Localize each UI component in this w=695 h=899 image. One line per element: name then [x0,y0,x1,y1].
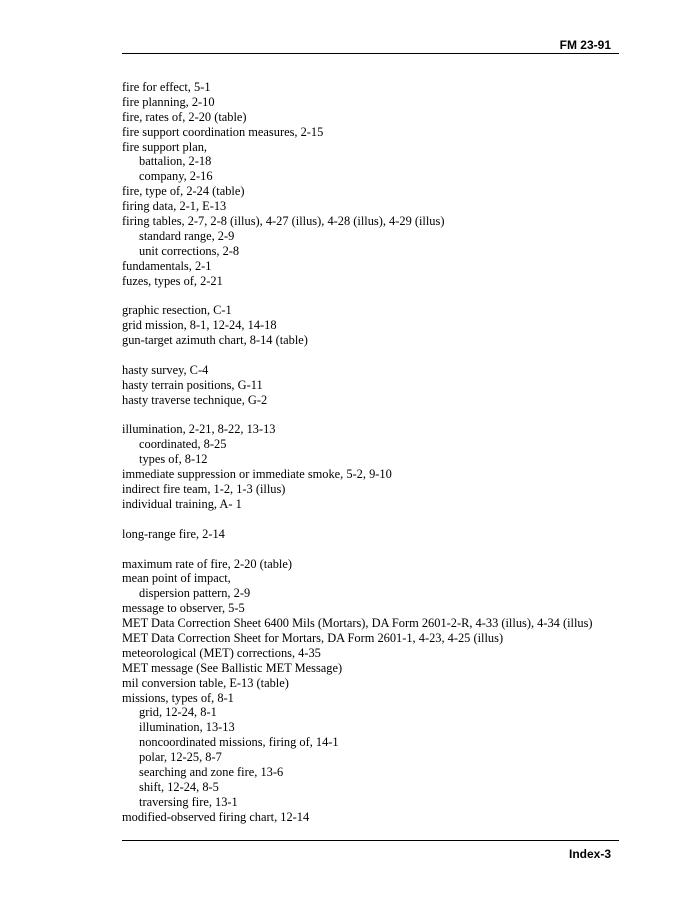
index-entry: MET message (See Ballistic MET Message) [122,660,343,675]
index-entry: MET Data Correction Sheet 6400 Mils (Mortars), DA Form 2601-2-R, 4-33 (illus), 4-34 (illus) [122,616,593,631]
index-spacer [122,408,622,423]
index-subentry: noncoordinated missions, firing of, 14-1 [139,735,339,750]
index-subentry: coordinated, 8-25 [139,437,227,452]
index-entry: mean point of impact, [122,571,231,586]
index-subentry: grid, 12-24, 8-1 [139,705,217,720]
index-subentry: illumination, 13-13 [139,720,235,735]
index-entry: fire planning, 2-10 [122,94,215,109]
index-entry: indirect fire team, 1-2, 1-3 (illus) [122,482,286,497]
index-list [122,80,622,825]
index-entry: firing data, 2-1, E-13 [122,199,227,214]
index-entry: graphic resection, C-1 [122,303,232,318]
index-entry: mil conversion table, E-13 (table) [122,675,289,690]
index-spacer [122,288,622,303]
index-entry: fire, rates of, 2-20 (table) [122,109,247,124]
page-number-footer: Index-3 [568,847,611,861]
index-entry: meteorological (MET) corrections, 4-35 [122,645,321,660]
index-entry: modified-observed firing chart, 12-14 [122,809,310,824]
index-entry: long-range fire, 2-14 [122,526,225,541]
index-entry: fire, type of, 2-24 (table) [122,184,245,199]
index-subentry: battalion, 2-18 [139,154,212,169]
index-subentry: types of, 8-12 [139,452,208,467]
index-subentry: searching and zone fire, 13-6 [139,764,284,779]
index-entry: hasty traverse technique, G-2 [122,392,268,407]
index-subentry: unit corrections, 2-8 [139,243,240,258]
index-subentry: standard range, 2-9 [139,228,235,243]
index-spacer [122,512,622,527]
index-subentry: shift, 12-24, 8-5 [139,779,219,794]
index-entry: gun-target azimuth chart, 8-14 (table) [122,333,308,348]
index-spacer [122,542,622,557]
footer-rule [122,840,619,841]
index-entry: hasty survey, C-4 [122,362,209,377]
index-entry: fire for effect, 5-1 [122,80,211,94]
index-subentry: dispersion pattern, 2-9 [139,586,251,601]
index-entry: illumination, 2-21, 8-22, 13-13 [122,422,276,437]
index-entry: fuzes, types of, 2-21 [122,273,223,288]
index-entry: immediate suppression or immediate smoke, 5-2, 9-10 [122,467,392,482]
index-entry: MET Data Correction Sheet for Mortars, DA Form 2601-1, 4-23, 4-25 (illus) [122,630,504,645]
index-spacer [122,348,622,363]
index-subentry: polar, 12-25, 8-7 [139,750,222,765]
index-entry: missions, types of, 8-1 [122,690,234,705]
index-subentry: company, 2-16 [139,169,213,184]
index-entry: fundamentals, 2-1 [122,258,212,273]
index-entry: fire support plan, [122,139,207,154]
index-entry: hasty terrain positions, G-11 [122,377,263,392]
header-rule [122,53,619,54]
index-entry: grid mission, 8-1, 12-24, 14-18 [122,318,277,333]
index-entry: maximum rate of fire, 2-20 (table) [122,556,292,571]
index-subentry: traversing fire, 13-1 [139,794,238,809]
document-id-header: FM 23-91 [559,38,611,52]
index-entry: fire support coordination measures, 2-15 [122,124,324,139]
index-entry: message to observer, 5-5 [122,601,245,616]
index-entry: firing tables, 2-7, 2-8 (illus), 4-27 (illus), 4-28 (illus), 4-29 (illus) [122,214,445,229]
index-entry: individual training, A- 1 [122,496,242,511]
